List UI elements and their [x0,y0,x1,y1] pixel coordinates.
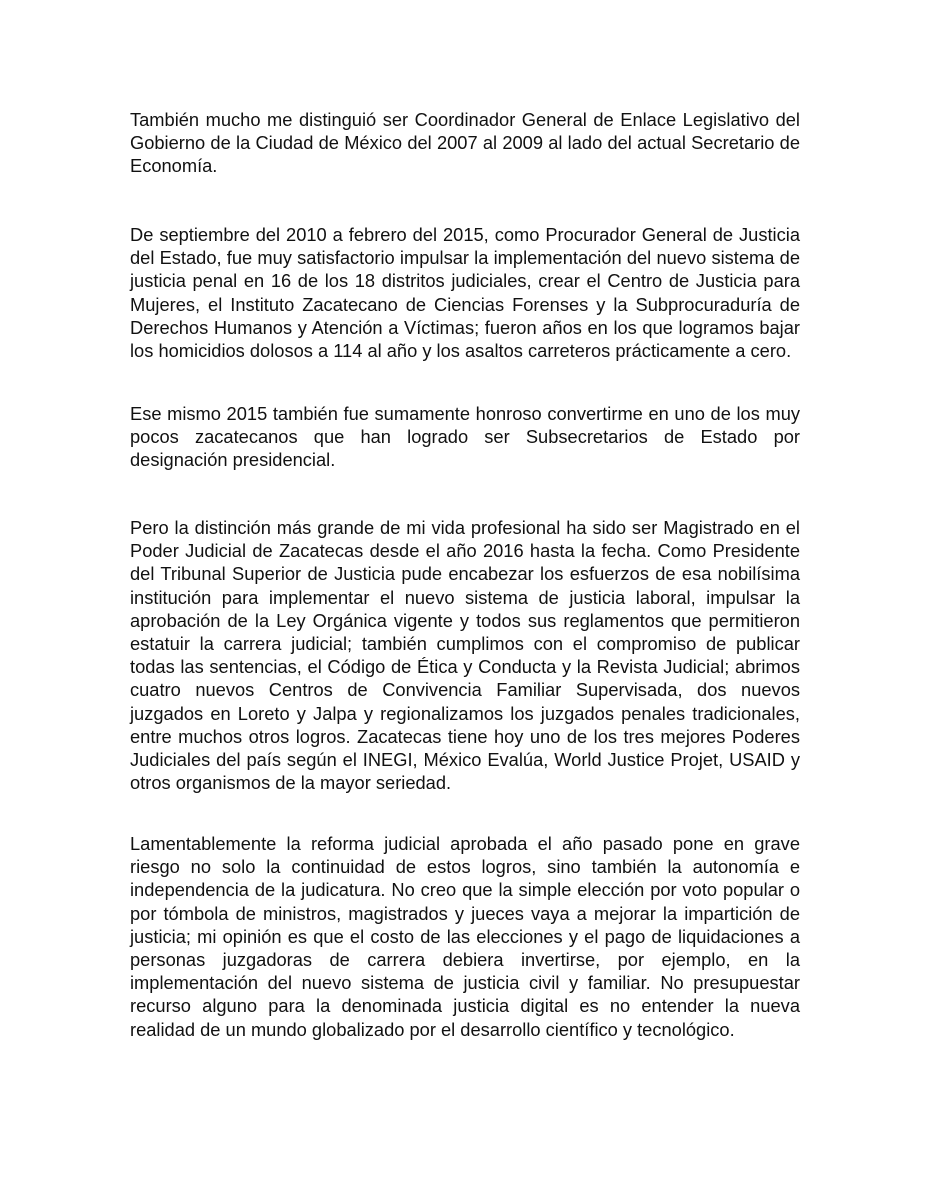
paragraph-procurador-justicia: De septiembre del 2010 a febrero del 2015, como Procurador General de Justicia del Estado, fue muy satisfactorio impulsar la implementación del nuevo sistema de justicia penal en 16 de los 18 distritos judiciales, crear el Centro de Justicia para Mujeres, el Instituto Zacatecano de Ciencias Forenses y la Subprocuraduría de Derechos Humanos y Atención a Víctimas; fueron años en los que logramos bajar los homicidios dolosos a 114 al año y los asaltos carreteros prácticamente a cero. [130,224,800,362]
paragraph-subsecretario: Ese mismo 2015 también fue sumamente honroso convertirme en uno de los muy pocos zacatecanos que han logrado ser Subsecretarios de Estado por designación presidencial. [130,403,800,471]
paragraph-reforma-judicial: Lamentablemente la reforma judicial aprobada el año pasado pone en grave riesgo no solo la continuidad de estos logros, sino también la autonomía e independencia de la judicatura. No creo que la simple elección por voto popular o por tómbola de ministros, magistrados y jueces vaya a mejorar la impartición de justicia; mi opinión es que el costo de las elecciones y el pago de liquidaciones a personas juzgadoras de carrera debiera invertirse, por ejemplo, en la implementación del nuevo sistema de justicia civil y familiar. No presupuestar recurso alguno para la denominada justicia digital es no entender la nueva realidad de un mundo globalizado por el desarrollo científico y tecnológico. [130,833,800,1040]
paragraph-coordinador-enlace: También mucho me distinguió ser Coordinador General de Enlace Legislativo del Gobierno de la Ciudad de México del 2007 al 2009 al lado del actual Secretario de Economía. [130,109,800,177]
paragraph-magistrado: Pero la distinción más grande de mi vida profesional ha sido ser Magistrado en el Poder Judicial de Zacatecas desde el año 2016 hasta la fecha. Como Presidente del Tribunal Superior de Justicia pude encabezar los esfuerzos de esa nobilísima institución para implementar el nuevo sistema de justicia laboral, impulsar la aprobación de la Ley Orgánica vigente y todos sus reglamentos que permitieron estatuir la carrera judicial; también cumplimos con el compromiso de publicar todas las sentencias, el Código de Ética y Conducta y la Revista Judicial; abrimos cuatro nuevos Centros de Convivencia Familiar Supervisada, dos nuevos juzgados en Loreto y Jalpa y regionalizamos los juzgados penales tradicionales, entre muchos otros logros. Zacatecas tiene hoy uno de los tres mejores Poderes Judiciales del país según el INEGI, México Evalúa, World Justice Projet, USAID y otros organismos de la mayor seriedad. [130,517,800,794]
